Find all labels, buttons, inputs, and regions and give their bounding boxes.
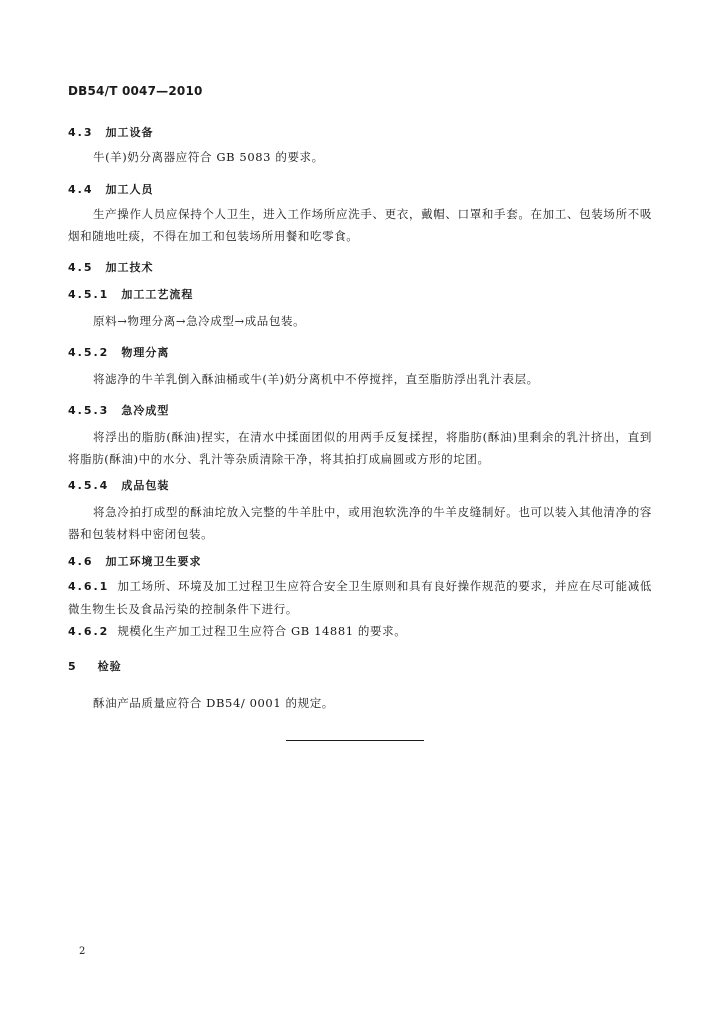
section-heading-4-5-3: [68, 402, 169, 418]
section-title: 急冷成型: [121, 404, 170, 417]
section-text-4-3: 牛(羊)奶分离器应符合 GB 5083 的要求。: [93, 150, 324, 164]
section-title: 加工环境卫生要求: [105, 555, 202, 568]
section-title: 加工人员: [105, 183, 154, 196]
section-title: 加工工艺流程: [121, 288, 194, 301]
section-heading-4-5: [68, 259, 154, 275]
section-title: 加工设备: [105, 126, 154, 139]
section-title: 加工技术: [105, 261, 154, 274]
section-number: 5: [68, 660, 78, 673]
section-heading-4-5-2: [68, 344, 169, 360]
section-text-4-5-1: 原料→物理分离→急冷成型→成品包装。: [93, 314, 306, 328]
section-text-4-4: 生产操作人员应保持个人卫生，进入工作场所应洗手、更衣，戴帽、口罩和手套。在加工、包装场所不吸烟和随地吐痰，不得在加工和包装场所用餐和吃零食。: [68, 207, 652, 243]
clause-text: 规模化生产加工过程卫生应符合 GB 14881 的要求。: [117, 624, 407, 638]
section-text-4-5-4: 将急冷拍打成型的酥油坨放入完整的牛羊肚中，或用泡软洗净的牛羊皮缝制好。也可以装入其他清净的容器和包装材料中密闭包装。: [68, 505, 652, 541]
section-title: 检验: [97, 660, 122, 673]
section-heading-4-5-1: [68, 286, 193, 302]
section-title: 物理分离: [121, 346, 170, 359]
section-number: 4.4: [68, 183, 94, 196]
section-heading-5: [68, 658, 122, 674]
document-code: DB54/T 0047—2010: [68, 84, 203, 98]
page-number: 2: [79, 946, 86, 957]
end-rule: [286, 740, 424, 741]
clause-4-6-1: [68, 575, 652, 620]
section-number: 4.5.3: [68, 404, 110, 417]
section-title: 成品包装: [121, 479, 170, 492]
section-number: 4.3: [68, 126, 94, 139]
section-text-5: 酥油产品质量应符合 DB54/ 0001 的规定。: [93, 696, 334, 710]
section-number: 4.5.4: [68, 479, 110, 492]
section-text-4-5-3: 将浮出的脂肪(酥油)捏实，在清水中揉面团似的用两手反复揉捏，将脂肪(酥油)里剩余的乳汁挤出，直到将脂肪(酥油)中的水分、乳汁等杂质清除干净，将其拍打成扁圆或方形的坨团。: [68, 430, 652, 466]
section-number: 4.5: [68, 261, 94, 274]
section-heading-4-5-4: [68, 477, 169, 493]
clause-number: 4.6.2: [68, 625, 110, 638]
section-heading-4-6: [68, 553, 202, 569]
section-text-4-5-2: 将滤净的牛羊乳倒入酥油桶或牛(羊)奶分离机中不停搅拌，直至脂肪浮出乳汁表层。: [93, 372, 539, 386]
section-heading-4-4: [68, 181, 154, 197]
section-number: 4.5.1: [68, 288, 110, 301]
section-number: 4.6: [68, 555, 94, 568]
clause-number: 4.6.1: [68, 580, 110, 593]
section-number: 4.5.2: [68, 346, 110, 359]
section-heading-4-3: [68, 124, 154, 140]
clause-4-6-2: [68, 620, 652, 643]
clause-text: 加工场所、环境及加工过程卫生应符合安全卫生原则和具有良好操作规范的要求，并应在尽可能减低微生物生长及食品污染的控制条件下进行。: [68, 579, 652, 616]
